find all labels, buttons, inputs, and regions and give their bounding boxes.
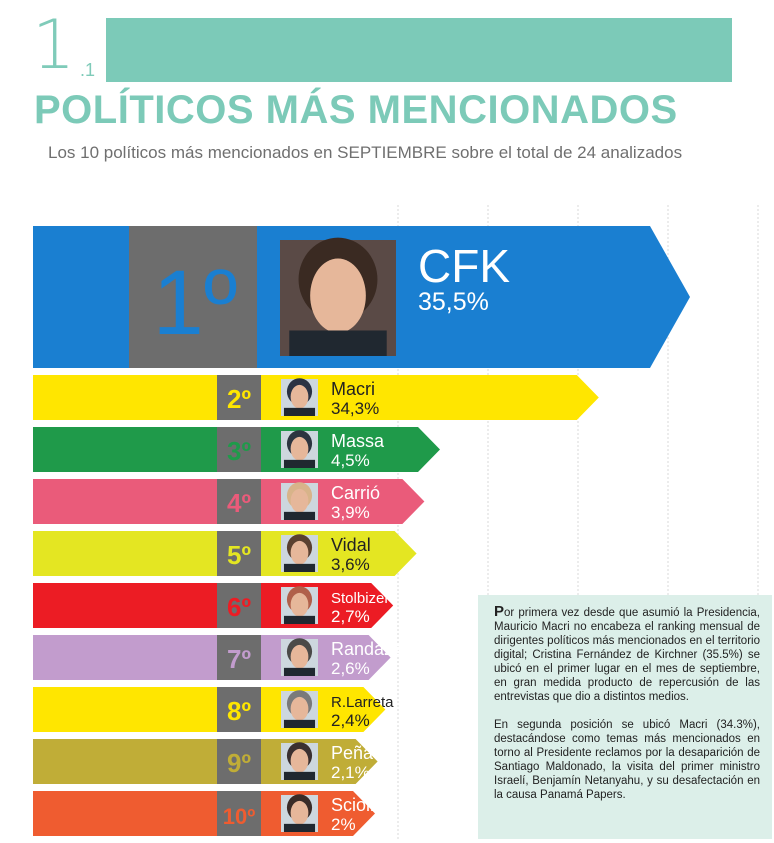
politician-photo bbox=[281, 586, 318, 624]
commentary-p1-text: or primera vez desde que asumió la Presidencia, Mauricio Macri no encabeza el ranking mensual de dirigentes políticos más mencionados en el territorio digital; Cristina Fernández de Kirchner (35.5%) se ubicó en el primer lugar en el mes de septiembre, en gran medida producto de repercusión de las entrevistas que dio a distintos medios. bbox=[494, 607, 760, 703]
name-label: Peña bbox=[331, 743, 374, 763]
value-label: 2% bbox=[331, 815, 356, 834]
rank-label: 5º bbox=[227, 540, 251, 570]
name-label: R.Larreta bbox=[331, 694, 394, 711]
value-label: 2,7% bbox=[331, 607, 370, 626]
commentary-paragraph-2: En segunda posición se ubicó Macri (34.3%), destacándose como temas más mencionados en torno al Presidente reclamos por la desaparición de Santiago Maldonado, la visita del primer ministro Israelí, Benjamín Netanyahu, y su desafectación en la causa Panamá Papers. bbox=[494, 719, 760, 801]
commentary-box bbox=[478, 595, 772, 839]
name-label: Randazzo bbox=[331, 639, 413, 659]
name-label: Vidal bbox=[331, 535, 371, 555]
name-label: Carrió bbox=[331, 483, 381, 503]
rank-label: 8º bbox=[227, 696, 251, 726]
rank-label: 3º bbox=[227, 436, 251, 466]
politician-photo bbox=[281, 482, 318, 520]
section-number-sub: .1 bbox=[80, 60, 96, 80]
value-label: 2,6% bbox=[331, 659, 370, 678]
section-number-main: 1 bbox=[32, 6, 76, 85]
value-label: 2,1% bbox=[331, 763, 370, 782]
rank-label: 9º bbox=[227, 748, 251, 778]
politician-photo bbox=[281, 638, 318, 676]
name-label: Massa bbox=[331, 431, 385, 451]
rank-label: 6º bbox=[227, 592, 251, 622]
value-label: 2,4% bbox=[331, 711, 370, 730]
value-label: 3,6% bbox=[331, 555, 370, 574]
politician-photo bbox=[281, 742, 318, 780]
name-label: Stolbizer bbox=[331, 590, 390, 607]
page-subtitle: Los 10 políticos más mencionados en SEPTIEMBRE sobre el total de 24 analizados bbox=[48, 143, 683, 162]
politician-photo bbox=[281, 690, 318, 728]
politician-photo bbox=[281, 378, 318, 416]
name-label: CFK bbox=[418, 240, 510, 292]
politician-photo bbox=[280, 238, 396, 356]
rank-label: 7º bbox=[227, 644, 251, 674]
politician-photo bbox=[281, 794, 318, 832]
name-label: Macri bbox=[331, 379, 375, 399]
page-title: POLÍTICOS MÁS MENCIONADOS bbox=[34, 88, 678, 132]
rank-label: 1º bbox=[152, 252, 238, 354]
value-label: 34,3% bbox=[331, 399, 380, 418]
rank-label: 4º bbox=[227, 488, 251, 518]
dropcap: P bbox=[494, 603, 505, 620]
name-label: Scioli bbox=[331, 795, 375, 815]
value-label: 4,5% bbox=[331, 451, 370, 470]
politician-photo bbox=[281, 534, 318, 572]
politician-photo bbox=[281, 430, 318, 468]
bar-pea bbox=[33, 739, 378, 784]
commentary-paragraph-1 bbox=[494, 605, 760, 704]
rank-label: 10º bbox=[222, 804, 256, 829]
bar-scioli bbox=[33, 791, 375, 836]
rank-label: 2º bbox=[227, 384, 251, 414]
value-label: 3,9% bbox=[331, 503, 370, 522]
value-label: 35,5% bbox=[418, 288, 489, 316]
